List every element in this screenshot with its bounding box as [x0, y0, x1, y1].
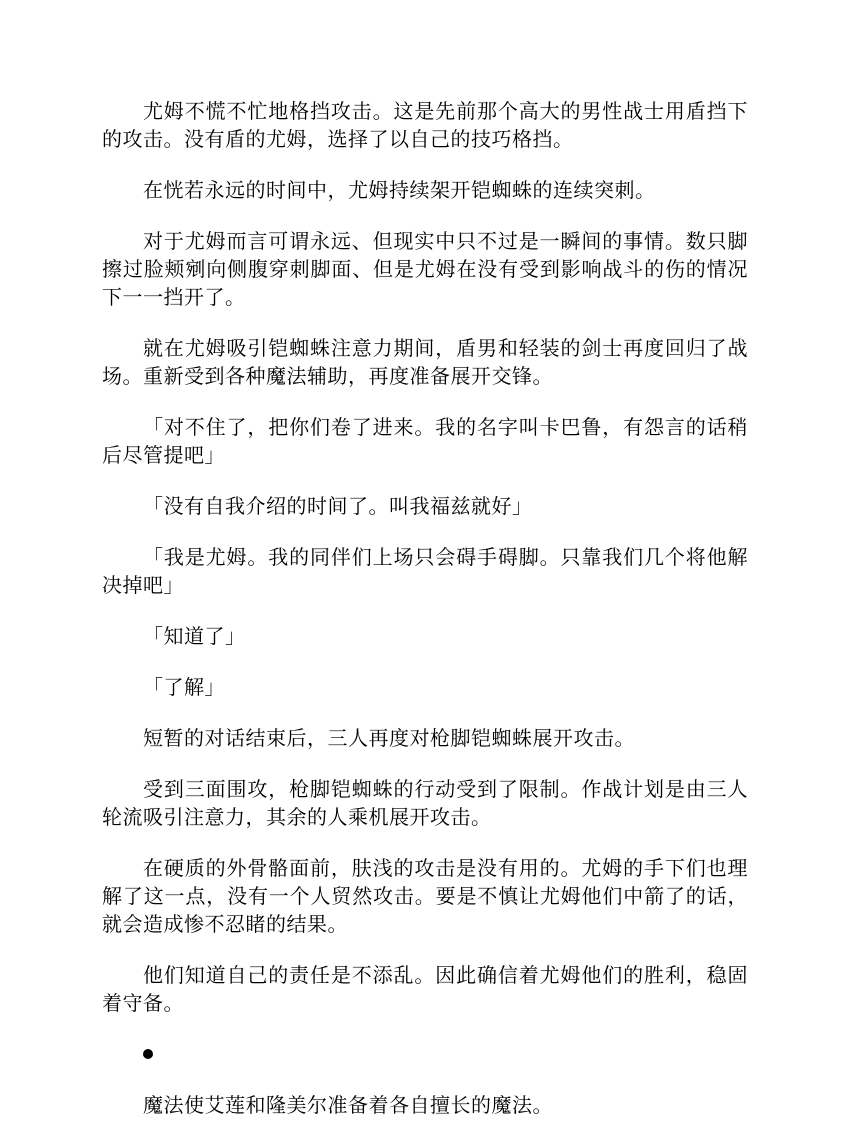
paragraph: 短暂的对话结束后，三人再度对枪脚铠蜘蛛展开攻击。 — [143, 726, 635, 750]
scene-separator — [102, 1040, 748, 1068]
paragraph: 尤姆不慌不忙地格挡攻击。这是先前那个高大的男性战士用盾挡下的攻击。没有盾的尤姆，选择了以自己的技巧格挡。 — [102, 99, 748, 151]
paragraph: 在硬质的外骨骼面前，肤浅的攻击是没有用的。尤姆的手下们也理解了这一点，没有一个人贸然攻击。要是不慎让尤姆他们中箭了的话，就会造成惨不忍睹的结果。 — [102, 856, 748, 936]
dialogue-line: 「我是尤姆。我的同伴们上场只会碍手碍脚。只靠我们几个将他解决掉吧」 — [102, 545, 748, 597]
paragraph: 受到三面围攻，枪脚铠蜘蛛的行动受到了限制。作战计划是由三人轮流吸引注意力，其余的人乘机展开攻击。 — [102, 777, 748, 829]
dialogue-line: 「知道了」 — [143, 624, 246, 648]
paragraph: 他们知道自己的责任是不添乱。因此确信着尤姆他们的胜利，稳固着守备。 — [102, 963, 748, 1015]
document-page — [102, 97, 748, 1142]
bullet-icon — [143, 1049, 153, 1059]
paragraph: 对于尤姆而言可谓永远、但现实中只不过是一瞬间的事情。数只脚擦过脸颊剜向侧腹穿刺脚面、但是尤姆在没有受到影响战斗的伤的情况下一一挡开了。 — [102, 229, 748, 309]
dialogue-line: 「对不住了，把你们卷了进来。我的名字叫卡巴鲁，有怨言的话稍后尽管提吧」 — [102, 415, 748, 467]
paragraph: 在恍若永远的时间中，尤姆持续架开铠蜘蛛的连续突刺。 — [143, 178, 656, 202]
paragraph: 就在尤姆吸引铠蜘蛛注意力期间，盾男和轻装的剑士再度回归了战场。重新受到各种魔法辅助，再度准备展开交锋。 — [102, 336, 748, 388]
dialogue-line: 「了解」 — [143, 675, 225, 699]
closing-paragraph: 魔法使艾莲和隆美尔准备着各自擅长的魔法。 — [143, 1093, 553, 1117]
dialogue-line: 「没有自我介绍的时间了。叫我福兹就好」 — [143, 494, 533, 518]
